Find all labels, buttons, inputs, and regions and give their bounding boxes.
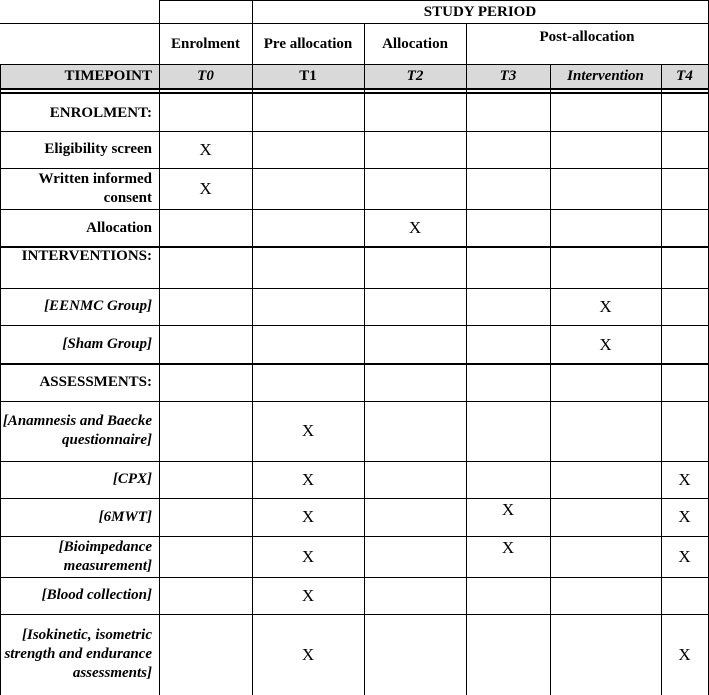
header-rule-2 xyxy=(0,64,709,65)
row-rule-1 xyxy=(0,131,709,132)
row-rule-6 xyxy=(0,325,709,326)
row-13-mark-5: X xyxy=(678,644,691,664)
col-rule-6 xyxy=(661,65,662,695)
row-3-mark-2: X xyxy=(408,218,422,237)
row-rule-3 xyxy=(0,209,709,210)
timepoint-1: T1 xyxy=(252,65,364,88)
row-label-8: [Anamnesis and Baecke questionnaire] xyxy=(2,413,152,448)
row-13-mark-1: X xyxy=(301,644,315,664)
row-10-mark-1: X xyxy=(301,507,315,526)
top-border xyxy=(159,0,709,1)
col-rule-5 xyxy=(550,65,551,695)
left-border xyxy=(0,65,1,695)
timepoint-3: T3 xyxy=(466,65,550,88)
row-9-mark-1: X xyxy=(301,469,315,489)
study-period-heading: STUDY PERIOD xyxy=(423,3,537,20)
enrolment-heading: Enrolment xyxy=(171,36,240,52)
timepoint-4: Intervention xyxy=(550,65,661,88)
row-rule-2 xyxy=(0,168,709,169)
row-label-5: [EENMC Group] xyxy=(44,298,152,314)
row-rule-10 xyxy=(0,498,709,499)
row-label-7: ASSESSMENTS: xyxy=(39,374,152,390)
timepoint-5: T4 xyxy=(661,65,708,88)
row-8-mark-1: X xyxy=(301,421,315,440)
row-11-mark-3: X xyxy=(501,538,515,557)
col-rule-4 xyxy=(466,23,467,695)
row-label-12: [Blood collection] xyxy=(41,587,152,603)
row-11-mark-1: X xyxy=(301,546,315,566)
row-label-4: INTERVENTIONS: xyxy=(21,248,152,264)
row-label-3: Allocation xyxy=(86,219,152,236)
row-rule-11 xyxy=(0,536,709,537)
pre-allocation-heading: Pre allocation xyxy=(263,36,353,52)
timepoint-0: T0 xyxy=(159,65,252,88)
row-10-mark-3: X xyxy=(501,500,515,519)
header-rule-1 xyxy=(0,23,709,24)
col-rule-2 xyxy=(252,0,253,695)
timepoint-rule xyxy=(0,88,709,90)
row-2-mark-0: X xyxy=(199,178,212,198)
row-rule-4 xyxy=(0,246,709,248)
post-allocation-heading: Post-allocation xyxy=(539,29,635,45)
row-12-mark-1: X xyxy=(301,585,315,605)
row-label-0: ENROLMENT: xyxy=(49,104,152,121)
row-rule-13 xyxy=(0,614,709,615)
row-10-mark-5: X xyxy=(678,507,691,526)
timepoint-2: T2 xyxy=(364,65,466,88)
row-rule-9 xyxy=(0,461,709,462)
row-6-mark-4: X xyxy=(599,334,612,354)
row-label-2: Written informed consent xyxy=(38,170,152,206)
row-rule-8 xyxy=(0,401,709,402)
row-label-11: [Bioimpedance measurement] xyxy=(58,538,152,574)
col-rule-3 xyxy=(364,23,365,695)
row-rule-5 xyxy=(0,288,709,289)
row-label-6: [Sham Group] xyxy=(62,336,152,352)
row-label-1: Eligibility screen xyxy=(44,141,152,157)
row-9-mark-5: X xyxy=(678,469,691,489)
row-label-10: [6MWT] xyxy=(98,508,152,525)
timepoint-rule-double xyxy=(0,92,709,94)
row-rule-12 xyxy=(0,577,709,578)
row-label-9: [CPX] xyxy=(112,471,152,487)
row-label-13: [Isokinetic, isometric strength and endurance assessments] xyxy=(4,627,152,681)
col-rule-1 xyxy=(159,0,160,695)
allocation-heading: Allocation xyxy=(382,36,448,52)
row-5-mark-4: X xyxy=(599,296,612,316)
row-rule-7 xyxy=(0,363,709,365)
row-1-mark-0: X xyxy=(199,139,212,159)
row-11-mark-5: X xyxy=(678,546,691,566)
timepoint-label: TIMEPOINT xyxy=(0,65,159,88)
